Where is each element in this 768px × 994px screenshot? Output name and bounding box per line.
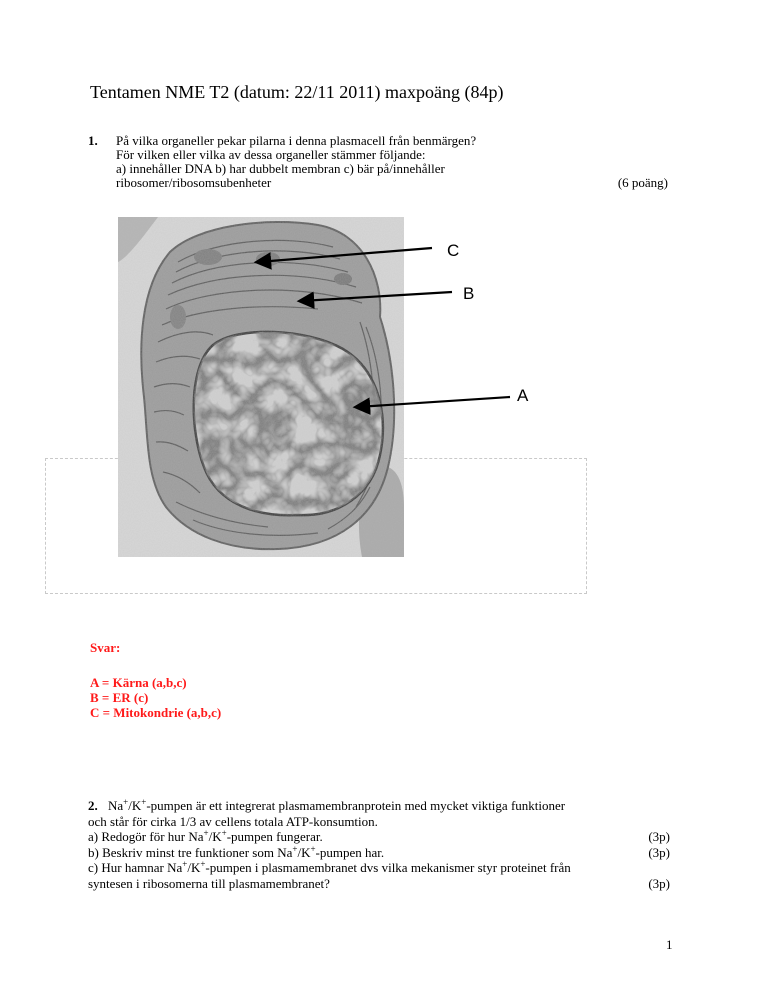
- answer-block: [90, 640, 221, 720]
- question-2-intro: 2. Na+/K+-pumpen är ett integrerat plasmamembranprotein med mycket viktiga funktioner: [88, 797, 566, 813]
- label-c: C: [447, 241, 460, 260]
- question-2c-points: (3p): [648, 875, 670, 891]
- question-1-line4: ribosomer/ribosomsubenheter: [116, 175, 272, 190]
- question-1-line2: För vilken eller vilka av dessa organeller stämmer följande:: [116, 147, 426, 162]
- label-a: A: [517, 386, 529, 405]
- question-1-points: (6 poäng): [617, 175, 668, 190]
- answer-heading: Svar:: [90, 640, 121, 655]
- question-1: [88, 134, 668, 190]
- question-2b: b) Beskriv minst tre funktioner som Na+/K+-pumpen har. (3p): [88, 843, 670, 860]
- plasma-cell-micrograph: [118, 217, 404, 557]
- exam-title: Tentamen NME T2 (datum: 22/11 2011) maxpoäng (84p): [90, 82, 504, 102]
- answer-c: C = Mitokondrie (a,b,c): [90, 705, 222, 720]
- question-2-number: 2.: [88, 798, 98, 813]
- question-2c: c) Hur hamnar Na+/K+-pumpen i plasmamembranet dvs vilka mekanismer styr proteinet från: [88, 859, 571, 875]
- question-2c-line2: syntesen i ribosomerna till plasmamembranet? (3p): [88, 875, 670, 891]
- question-2-intro-line2: och står för cirka 1/3 av cellens totala ATP-konsumtion.: [88, 813, 378, 829]
- page-number: 1: [666, 937, 673, 952]
- question-2: [88, 798, 670, 891]
- question-1-number: 1.: [88, 133, 98, 148]
- answer-b: B = ER (c): [90, 690, 149, 705]
- question-2b-points: (3p): [648, 844, 670, 860]
- answer-a: A = Kärna (a,b,c): [90, 675, 187, 690]
- question-1-line1: På vilka organeller pekar pilarna i denna plasmacell från benmärgen?: [116, 133, 477, 148]
- question-2a: a) Redogör för hur Na+/K+-pumpen fungerar. (3p): [88, 828, 670, 844]
- question-1-line3: a) innehåller DNA b) har dubbelt membran c) bär på/innehåller: [116, 161, 445, 176]
- label-b: B: [463, 284, 475, 303]
- question-2a-points: (3p): [648, 829, 670, 844]
